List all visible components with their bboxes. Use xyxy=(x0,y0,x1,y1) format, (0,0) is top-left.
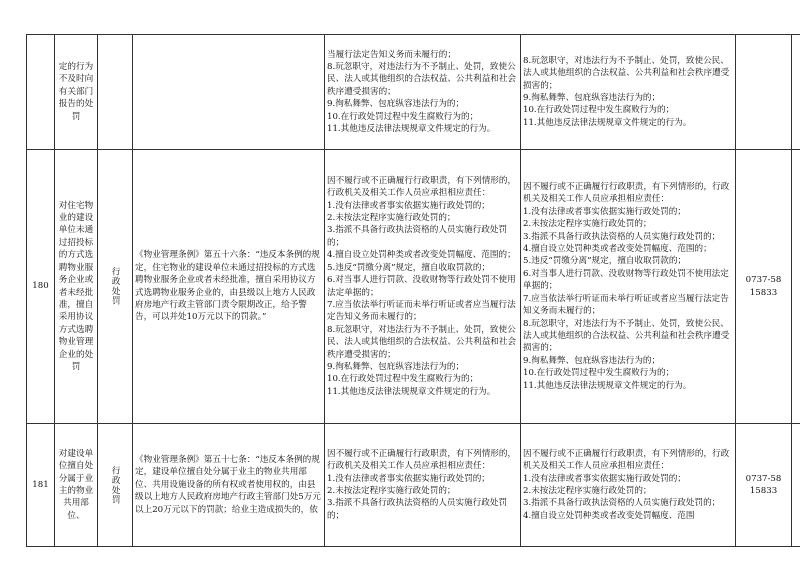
contact-phone: 0737-58 15833 xyxy=(736,150,792,424)
responsibility-right: 因不履行或不正确履行行政职责，有下列情形的，行政机关及相关工作人员应承担相应责任： 1.没有法律或者事实依据实施行政处罚的； 2.未按法定程序实施行政处罚的； 3.指派不具备行政执法资格的人员实施行政处罚的； 4.擅自设立处罚种类或者改变处罚幅度、范围的； 5.违反“罚缴分离”规定，擅自收取罚款的； 6.对当事人进行罚款、没收财物等行政处罚不使用法定单据的； 7.应当依法举行听证而未举行听证或者应当履行法定告知义务而未履行的； 8.玩忽职守，对违法行为不予制止、处罚，致使公民、法人或其他组织的合法权益、公共利益和社会秩序遭受损害的； 9.徇私舞弊、包庇纵容违法行为的； 10.在行政处罚过程中发生腐败行为的； 11.其他违反法律法规规章文件规定的行为。 xyxy=(521,150,736,424)
table-row xyxy=(27,35,800,150)
remarks-cell xyxy=(792,424,800,547)
item-name: 对住宅物业的建设单位未通过招投标的方式选聘物业服务企业或者未经批准，擅自采用协议方式选聘物业管理企业的处罚 xyxy=(55,150,98,424)
legal-basis xyxy=(133,35,325,150)
table-row xyxy=(27,424,800,547)
responsibility-table xyxy=(26,34,800,547)
item-category: 行政处罚 xyxy=(98,424,133,547)
item-name: 定的行为不及时向有关部门报告的处罚 xyxy=(55,35,98,150)
table-row xyxy=(27,150,800,424)
item-category: 行政处罚 xyxy=(98,150,133,424)
item-category xyxy=(98,35,133,150)
remarks-cell xyxy=(792,150,800,424)
responsibility-left: 因不履行或不正确履行行政职责，有下列情形的，行政机关及相关工作人员应承担相应责任： 1.没有法律或者事实依据实施行政处罚的； 2.未按法定程序实施行政处罚的； 3.指派不具备行政执法资格的人员实施行政处罚的； 4.擅自设立处罚种类或者改变处罚幅度、范围的； 5.违反“罚缴分离”规定，擅自收取罚款的； 6.对当事人进行罚款、没收财物等行政处罚不使用法定单据的； 7.应当依法举行听证而未举行听证或者应当履行法定告知义务而未履行的； 8.玩忽职守，对违法行为不予制止、处罚，致使公民、法人或其他组织的合法权益、公共利益和社会秩序遭受损害的； 9.徇私舞弊、包庇纵容违法行为的； 10.在行政处罚过程中发生腐败行为的； 11.其他违反法律法规规章文件规定的行为。 xyxy=(325,150,521,424)
item-number xyxy=(27,35,55,150)
responsibility-left: 因不履行或不正确履行行政职责，有下列情形的，行政机关及相关工作人员应承担相应责任： 1.没有法律或者事实依据实施行政处罚的； 2.未按法定程序实施行政处罚的； 3.指派不具备行政执法资格的人员实施行政处罚的； xyxy=(325,424,521,547)
responsibility-right: 8.玩忽职守，对违法行为不予制止、处罚，致使公民、法人或其他组织的合法权益、公共利益和社会秩序遭受损害的； 9.徇私舞弊、包庇纵容违法行为的； 10.在行政处罚过程中发生腐败行为的； 11.其他违反法律法规规章文件规定的行为。 xyxy=(521,35,736,150)
contact-phone xyxy=(736,35,792,150)
item-name: 对建设单位擅自处分属于业主的物业共用部位、 xyxy=(55,424,98,547)
legal-basis: 《物业管理条例》第五十七条：“违反本条例的规定，建设单位擅自处分属于业主的物业共用部位、共用设施设备的所有权或者使用权的，由县级以上地方人民政府房地产行政主管部门处5万元以上20万元以下的罚款；给业主造成损失的，依 xyxy=(133,424,325,547)
legal-basis: 《物业管理条例》第五十六条：“违反本条例的规定，住宅物业的建设单位未通过招投标的方式选聘物业服务企业或者未经批准，擅自采用协议方式选聘物业服务企业的，由县级以上地方人民政府房地产行政主管部门责令限期改正，给予警告，可以并处10万元以下的罚款。” xyxy=(133,150,325,424)
item-number: 180 xyxy=(27,150,55,424)
item-number: 181 xyxy=(27,424,55,547)
contact-phone: 0737-58 15833 xyxy=(736,424,792,547)
remarks-cell xyxy=(792,35,800,150)
responsibility-right: 因不履行或不正确履行行政职责，有下列情形的，行政机关及相关工作人员应承担相应责任： 1.没有法律或者事实依据实施行政处罚的； 2.未按法定程序实施行政处罚的； 3.指派不具备行政执法资格的人员实施行政处罚的； 4.擅自设立处罚种类或者改变处罚幅度、范围 xyxy=(521,424,736,547)
responsibility-left: 当履行法定告知义务而未履行的； 8.玩忽职守，对违法行为不予制止、处罚，致使公民、法人或其他组织的合法权益、公共利益和社会秩序遭受损害的； 9.徇私舞弊、包庇纵容违法行为的； 10.在行政处罚过程中发生腐败行为的； 11.其他违反法律法规规章文件规定的行为。 xyxy=(325,35,521,150)
